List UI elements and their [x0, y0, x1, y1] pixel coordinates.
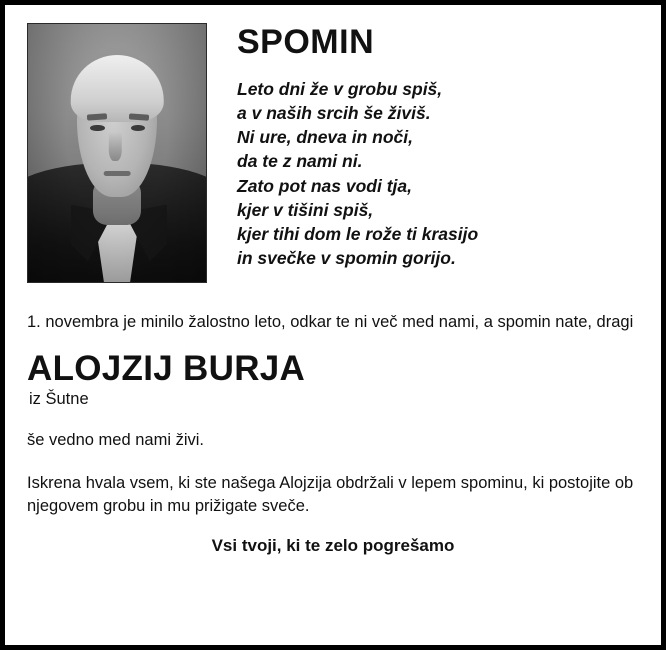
- portrait-vignette: [28, 24, 206, 282]
- verse-line: da te z nami ni.: [237, 151, 363, 172]
- deceased-name: ALOJZIJ BURJA: [27, 349, 306, 389]
- verse-line: kjer tihi dom le rože ti krasijo: [237, 223, 479, 244]
- intro-text: 1. novembra je minilo žalostno leto, odkar te ni več med nami, a spomin nate, dragi: [27, 313, 634, 331]
- thanks-text: Iskrena hvala vsem, ki ste našega Alojzija obdržali v lepem spominu, ki postojite ob njegovem grobu in mu prižigate sveče.: [27, 474, 634, 516]
- verse-block: [207, 23, 639, 270]
- remembrance-text: še vedno med nami živi.: [27, 431, 204, 450]
- verse-line: a v naših srcih še živiš.: [237, 103, 431, 124]
- top-section: [27, 23, 639, 283]
- verse-line: Zato pot nas vodi tja,: [237, 175, 413, 196]
- verse-line: kjer v tišini spiš,: [237, 199, 374, 220]
- signature-text: Vsi tvoji, ki te zelo pogrešamo: [211, 536, 455, 556]
- portrait-photo: [27, 23, 207, 283]
- verse-line: Leto dni že v grobu spiš,: [237, 79, 443, 99]
- origin-text: iz Šutne: [29, 390, 89, 409]
- notice-heading: SPOMIN: [237, 23, 375, 61]
- verse-line: Ni ure, dneva in noči,: [237, 127, 414, 148]
- verse-line: in svečke v spomin gorijo.: [237, 247, 456, 268]
- verse-poem: [237, 77, 639, 270]
